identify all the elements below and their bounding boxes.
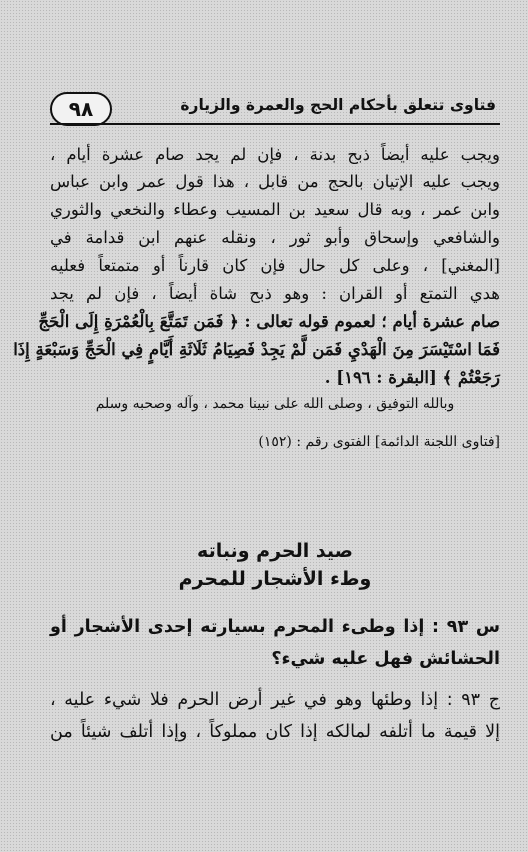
page-number-badge: ٩٨: [50, 92, 112, 126]
page-header: [50, 88, 500, 124]
answer-line: ج ٩٣ : إذا وطئها وهو في غير أرض الحرم فلا شيء عليه ،: [50, 690, 500, 710]
quran-verse-line: فَمَا اسْتَيْسَرَ مِنَ الْهَدْيِ فَمَن لَّمْ يَجِدْ فَصِيَامُ ثَلَاثَةِ أَيَّامٍ فِي الْحَجِّ وَسَبْعَةٍ إِذَا: [13, 340, 500, 359]
running-title: فتاوى تتعلق بأحكام الحج والعمرة والزيارة: [180, 96, 496, 114]
quran-verse-line: صام عشرة أيام ؛ لعموم قوله تعالى : ﴿ فَمَن تَمَتَّعَ بِالْعُمْرَةِ إِلَى الْحَجِّ: [38, 312, 500, 331]
body-line: ويجب عليه الإتيان بالحج من قابل ، هذا قول عمر وابن عباس: [50, 172, 500, 191]
body-line: وابن عمر ، وبه قال سعيد بن المسيب وعطاء والنخعي والثوري: [50, 200, 500, 219]
source-reference: [فتاوى اللجنة الدائمة] الفتوى رقم : (١٥٢): [258, 434, 500, 450]
body-line: والشافعي وإسحاق وأبو ثور ، ونقله عنهم ابن قدامة في: [50, 228, 500, 247]
body-line: هدي التمتع أو القران : وهو ذبح شاة أيضاً ، فإن لم يجد: [50, 284, 500, 303]
quran-verse-line: رَجَعْتُمْ ﴾ [البقرة : ١٩٦] .: [324, 368, 500, 387]
question-line: س ٩٣ : إذا وطىء المحرم بسيارته إحدى الأشجار أو: [50, 617, 500, 637]
subsection-heading: وطء الأشجار للمحرم: [178, 568, 372, 590]
closing-line: وبالله التوفيق ، وصلى الله على نبينا محمد ، وآله وصحبه وسلم: [95, 396, 455, 412]
header-divider: [50, 123, 500, 125]
body-line: ويجب عليه أيضاً ذبح بدنة ، فإن لم يجد صام عشرة أيام ،: [50, 145, 500, 164]
book-page: [13, 78, 500, 838]
section-heading: صيد الحرم ونباته: [197, 540, 353, 562]
body-line: [المغني] ، وعلى كل حال فإن كان قارناً أو متمتعاً فعليه: [50, 256, 500, 275]
answer-line: إلا قيمة ما أتلفه لمالكه إذا كان مملوكاً ، وإذا أتلف شيئاً من: [50, 722, 500, 742]
question-line: الحشائش فهل عليه شيء؟: [271, 649, 500, 669]
